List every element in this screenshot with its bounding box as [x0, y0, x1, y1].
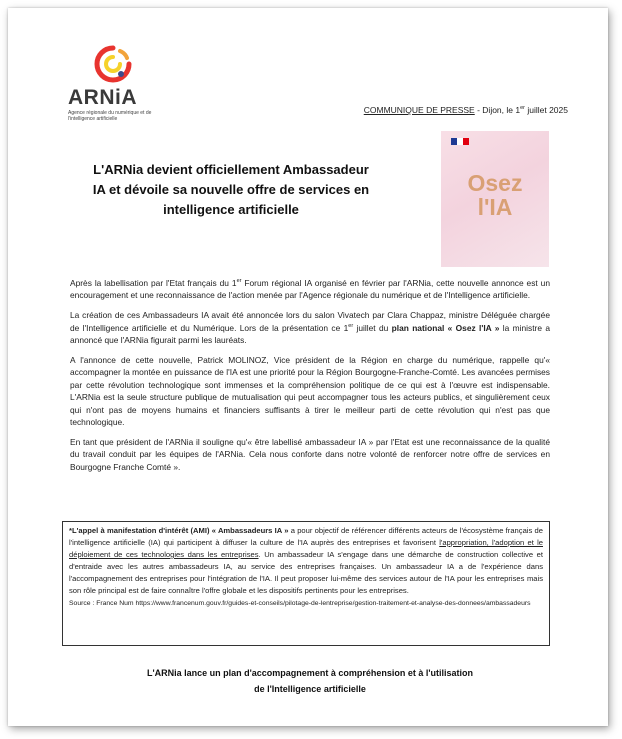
article-body [70, 277, 550, 481]
paragraph-2-sup: er [348, 322, 354, 329]
logo-subtitle: Agence régionale du numérique et de l'intelligence artificielle [68, 110, 152, 122]
date-prefix: - Dijon, le 1 [474, 105, 521, 115]
ami-bold-lead: *L'appel à manifestation d'intérêt (AMI) « Ambassadeurs IA » [69, 526, 289, 535]
document-page [8, 8, 608, 726]
ami-underlined-text: l'appropriation, l'adoption et le déploiement de ces technologies dans les entreprises [69, 538, 543, 559]
osez-ia-visual [441, 131, 549, 267]
paragraph-1 [70, 277, 550, 302]
paragraph-2-text-a: La création de ces Ambassadeurs IA avait été annoncée lors du salon Vivatech par Clara Chappaz, ministre Déléguée chargée de l'Intelligence artificielle et du Numérique. Lors de la présentation ce 1 [70, 310, 550, 333]
press-release-header [364, 105, 568, 115]
press-release-label: COMMUNIQUE DE PRESSE [363, 105, 475, 115]
paragraph-2-bold: plan national « Osez l'IA » [391, 322, 500, 333]
paragraph-2-text-c: la ministre a annoncé que l'ARNia figurait parmi les lauréats. [70, 322, 550, 346]
osez-ia-line2: l'IA [477, 194, 513, 220]
paragraph-2-text-b: juillet du [353, 322, 392, 333]
date-suffix: juillet 2025 [524, 105, 568, 115]
arnia-logo [68, 44, 168, 122]
ami-text-a: a pour objectif de référencer différents acteurs de l'écosystème français de l'intelligence artificielle (IA) qui participent à diffuser la culture de l'IA auprès des entreprises et favorisent [69, 526, 543, 547]
paragraph-3: A l'annonce de cette nouvelle, Patrick MOLINOZ, Vice président de la Région en charge du numérique, rappelle qu'« accompagner la montée en puissance de l'IA est une priorité pour la Région Bourgogne-Franche-Comté. Les avancées permises par cette révolution technologique sont immenses et la compréhension politique de ce qui est à l'œuvre est indispensable. L'ARNia est la seule structure publique de mutualisation qui peut accompagner tous les acteurs publics, et singulièrement ceux qui n'ont pas de moyens humains et financiers suffisants à tirer le meilleur parti de cette révolution qui n'est pas que technologique. [70, 355, 550, 428]
date-sup: er [520, 105, 525, 112]
paragraph-4: En tant que président de l'ARNia il souligne qu'« être labellisé ambassadeur IA » par l'Etat est une reconnaissance de la qualité du travail conduit par les équipes de l'ARNia. Cela nous conforte dans notre volonté de renforcer notre offre de services en Bourgogne Franche Comté ». [70, 436, 550, 472]
ami-text-b: . Un ambassadeur IA s'engage dans une démarche de construction collective et d'entraide avec les autres ambassadeurs IA, au service des entreprises françaises. Un ambassadeur IA a de l'expérience dans l'accompagnement des entreprises pour l'intégration de l'IA. Il peut proposer lui-même des services autour de l'IA pour les entreprises mais son rôle principal est de faire connaître l'offre globale et les dispositifs pertinents pour les entreprises. [69, 550, 543, 595]
paragraph-1-sup: er [236, 278, 242, 285]
footer-heading-line1: L'ARNia lance un plan d'accompagnement à compréhension et à l'utilisation [147, 668, 473, 678]
footer-heading-line2: de l'Intelligence artificielle [254, 684, 366, 694]
ami-description [69, 525, 543, 597]
page-title: L'ARNia devient officiellement Ambassadeur IA et dévoile sa nouvelle offre de services en intelligence artificielle [92, 162, 370, 217]
paragraph-1-text-b: Forum régional IA organisé en février par l'ARNia, cette nouvelle annonce est un encouragement et une reconnaissance de l'action menée par l'Agence régionale du numérique et de l'Intelligence artificielle. [70, 278, 550, 301]
paragraph-2 [70, 309, 550, 346]
osez-ia-line1: Osez [467, 170, 523, 196]
ami-source-link[interactable]: Source : France Num https://www.francenum.gouv.fr/guides-et-conseils/pilotage-de-lentreprise/gestion-traitement-et-analyse-des-donnees/ambassadeurs [69, 600, 531, 607]
ami-info-box [62, 521, 550, 646]
arnia-logo-mark [90, 44, 136, 84]
paragraph-1-text-a: Après la labellisation par l'Etat français du 1 [70, 278, 237, 288]
footer-heading [70, 665, 550, 697]
logo-wordmark: ARNiA [68, 86, 137, 109]
osez-ia-label [441, 171, 549, 219]
french-flag-icon [451, 138, 469, 145]
